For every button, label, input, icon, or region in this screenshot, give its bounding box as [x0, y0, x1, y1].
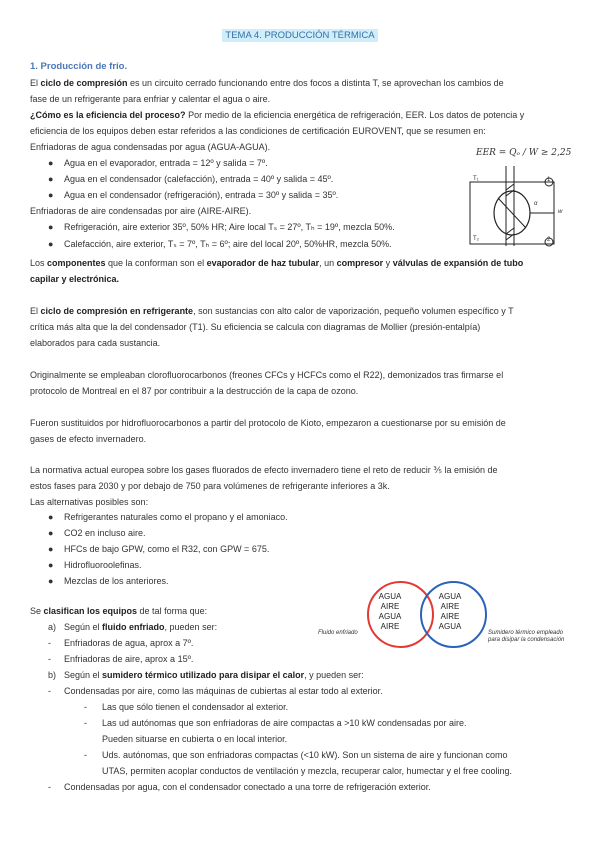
node-2-label: 2 — [547, 237, 551, 243]
document-title: TEMA 4. PRODUCCIÓN TÉRMICA — [0, 30, 600, 41]
paragraph-normativa: La normativa actual europea sobre los gases fluorados de efecto invernadero tiene el reto de reducir ⅗ la emisión de estos fases para 2030 y por debajo de 750 para volúmenes de refrigerante inferiores a 3k. Las alternativas posibles son: — [30, 465, 498, 507]
paragraph-cfc: Originalmente se empleaban clorofluorocarbonos (freones CFCs y HCFCs como el R22), demonizados tras firmarse el protocolo de Montreal en el 87 por contribuir a la destrucción de la capa de ozono. — [30, 370, 504, 396]
paragraph-refrigerant: El ciclo de compresión en refrigerante, son sustancias con alto calor de vaporización, pequeño volumen específico y T crítica más alta que la del condensador (T1). Su eficiencia se calcula con diagramas de Mollier (presión-entalpía) elaborados para cada sustancia. — [30, 306, 514, 348]
w-label: w — [558, 209, 563, 215]
paragraph-hfc: Fueron sustituidos por hidrofluorocarbonos a partir del protocolo de Kioto, empezaron a cuestionarse por su emisión de gases de efecto invernadero. — [30, 418, 506, 444]
list-item: - Las ud autónomas que son enfriadoras de aire compactas a >10 kW condensadas por aire. — [84, 718, 467, 728]
venn-right-words: AGUA AIRE AIRE AGUA — [438, 592, 462, 631]
node-1-label: 1 — [547, 177, 551, 183]
list-item: - Enfriadoras de aire, aprox a 15º. — [48, 654, 194, 664]
list-item-continuation: UTAS, permiten acoplar conductos de ventilación y mezcla, recuperar calor, humectar y el free cooling. — [102, 766, 513, 776]
list-item: - Uds. autónomas, que son enfriadoras compactas (<10 kW). Son un sistema de aire y funcionan como — [84, 750, 508, 760]
classification-b: b) Según el sumidero térmico utilizado para disipar el calor, y pueden ser: — [48, 670, 364, 680]
list-item: - Las que sólo tienen el condensador al exterior. — [84, 702, 289, 712]
paragraph-components: Los componentes que la conforman son el evaporador de haz tubular, un compresor y válvulas de expansión de tubo capilar y electrónica. — [30, 258, 524, 284]
venn-caption-right: Sumidero térmico empleado para disipar la condensación — [488, 630, 565, 643]
venn-caption-left: Fluido enfriado — [318, 630, 358, 636]
list-item: - Condensadas por aire, como las máquinas de cubiertas al estar todo al exterior. — [48, 686, 383, 696]
list-item: - Enfriadoras de agua, aprox a 7º. — [48, 638, 194, 648]
list-item-continuation: Pueden situarse en cubierta o en local interior. — [102, 734, 288, 744]
list-item: - Condensadas por agua, con el condensador conectado a una torre de refrigeración exterior. — [48, 782, 431, 792]
paragraph-intro: El ciclo de compresión es un circuito cerrado funcionando entre dos focos a distinta T, se aprovechan los cambios de fase de un refrigerante para enfriar y calentar el agua o aire. ¿Cómo es la eficiencia del proceso? Por medio de la eficiencia energética de refrigeración, EER. Los datos de potencia y eficiencia de los equipos deben estar referidos a las condiciones de certificación EUROVENT, que se resumen en: Enfriadoras de agua condensadas por agua (AGUA-AGUA). — [30, 78, 525, 152]
section-heading: 1. Producción de frío. — [30, 61, 128, 72]
alpha-label: α — [534, 201, 538, 207]
compression-cycle-diagram — [468, 146, 583, 250]
cycle-drawing — [468, 146, 583, 250]
venn-left-words: AGUA AIRE AGUA AIRE — [378, 592, 402, 631]
aire-heading: Enfriadoras de aire condensadas por aire (AIRE-AIRE). — [30, 206, 252, 216]
classification-a: a) Según el fluido enfriado, pueden ser: — [48, 622, 218, 632]
eer-formula: EER = Qₒ / W ≥ 2,25 — [476, 148, 572, 158]
classification-intro: Se clasifican los equipos de tal forma que: — [30, 606, 208, 616]
t2-label: T₂ — [473, 236, 479, 242]
t1-label: T₁ — [473, 176, 479, 182]
